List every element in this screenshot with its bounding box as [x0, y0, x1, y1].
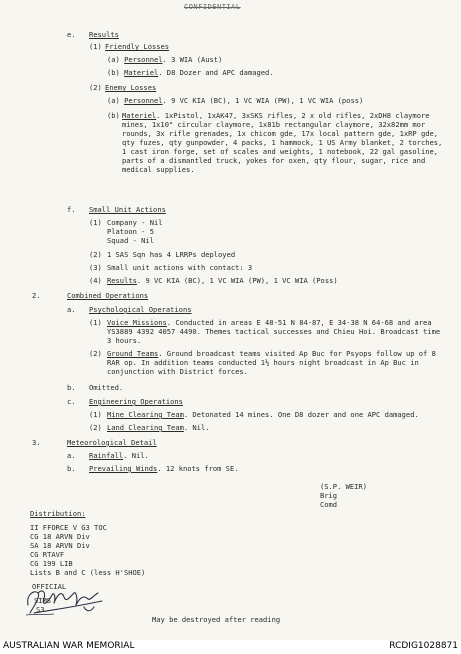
ground-teams-num: (2) — [89, 349, 102, 358]
sua-4-title: Results — [107, 276, 137, 285]
rainfall-title: Rainfall — [89, 451, 124, 460]
winds-letter: b. — [67, 464, 76, 473]
enemy-personnel-title: Personnel — [124, 96, 163, 105]
mine-clearing-text: . Detonated 14 mines. One D8 dozer and one APC damaged. — [183, 410, 419, 419]
sua-4-num: (4) — [89, 276, 102, 285]
enemy-materiel-letter: (b) — [107, 111, 120, 120]
footer-record-id: RCDIG1028871 — [389, 641, 458, 651]
ground-teams-title: Ground Teams — [107, 349, 159, 358]
sua-2-text: 1 SAS Sqn has 4 LRRPs deployed — [107, 250, 236, 259]
sua-company: Company - Nil — [107, 218, 163, 227]
combined-operations-heading: Combined Operations — [67, 291, 149, 300]
friendly-materiel-line — [107, 68, 274, 77]
enemy-losses-heading: Enemy Losses — [105, 83, 157, 92]
sua-2-num: (2) — [89, 250, 102, 259]
sua-3-text: Small unit actions with contact: 3 — [107, 263, 253, 272]
enemy-personnel-line — [107, 96, 363, 105]
distribution-heading: Distribution: — [30, 509, 86, 518]
official-appointment: S3 — [36, 605, 45, 614]
section-2-num: 2. — [32, 291, 41, 300]
mine-clearing-line — [107, 410, 419, 419]
enemy-personnel-text: . 9 VC KIA (BC), 1 VC WIA (PW), 1 VC WIA (poss) — [162, 96, 364, 105]
friendly-personnel-line — [107, 55, 222, 64]
winds-text: . 12 knots from SE. — [157, 464, 239, 473]
meteorological-heading: Meteorological Detail — [67, 438, 157, 447]
land-clearing-title: Land Clearing Team — [107, 423, 184, 432]
rainfall-text: . Nil. — [123, 451, 149, 460]
friendly-materiel-letter: (b) — [107, 68, 120, 77]
sua-squad: Squad - Nil — [107, 236, 154, 245]
enemy-materiel-text: . 1xPistol, 1xAK47, 3xSKS rifles, 2 x old rifles, 2xDH8 claymore mines, 1x10" circular claymore, 1x81b rectangular claymore, 32x82mm mor rounds, 3x rifle grenades, 1x chicom gde, 17x local pattern gde, 1xRP gde, qty fuzes, qty gunpowder, 4 packs, 1 hammock, 1 US Army blanket, 2 torches, 1 cast iron forge, set of scales and weights, 1 notebook, 22 gal gasoline, parts of a dismantled truck, yokes for oxen, qty flour, sugar, rice and medical supplies. — [122, 111, 443, 174]
signatory-name: (S.P. WEIR) — [320, 482, 367, 491]
land-clearing-num: (2) — [89, 423, 102, 432]
distribution-item: II FFORCE V G3 TOC — [30, 523, 107, 532]
distribution-item: SA 18 ARVN Div — [30, 541, 90, 550]
voice-missions-text: . Conducted in areas E 48-51 N 84-87, E 34-38 N 64-68 and area YS3889 4392 4057 4490. Themes tactical successes and Chieu Hoi. Broadcast time 3 hours. — [107, 318, 441, 345]
friendly-personnel-letter: (a) — [107, 55, 120, 64]
destroy-note: May be destroyed after reading — [152, 615, 281, 624]
friendly-personnel-title: Personnel — [124, 55, 163, 64]
e-letter: e. — [67, 30, 76, 39]
voice-missions-title: Voice Missions — [107, 318, 167, 327]
omitted-letter: b. — [67, 383, 76, 392]
friendly-materiel-text: . D8 Dozer and APC damaged. — [158, 68, 274, 77]
sua-4-line — [107, 276, 338, 285]
winds-line — [89, 464, 239, 473]
voice-missions-para — [107, 318, 447, 345]
friendly-materiel-title: Materiel — [124, 68, 159, 77]
engineering-heading: Engineering Operations — [89, 397, 183, 406]
enemy-personnel-letter: (a) — [107, 96, 120, 105]
official-label: OFFICIAL — [32, 582, 67, 591]
ground-teams-para — [107, 349, 447, 376]
friendly-losses-num: (1) — [89, 42, 102, 51]
omitted-text: Omitted. — [89, 383, 124, 392]
f-letter: f. — [67, 205, 76, 214]
engineering-letter: c. — [67, 397, 76, 406]
rainfall-line — [89, 451, 149, 460]
official-name: SIMS — [34, 596, 52, 605]
rainfall-letter: a. — [67, 451, 76, 460]
results-heading: Results — [89, 30, 119, 39]
enemy-materiel-para — [122, 111, 444, 174]
footer-institution: AUSTRALIAN WAR MEMORIAL — [3, 641, 135, 651]
enemy-losses-num: (2) — [89, 83, 102, 92]
land-clearing-line — [107, 423, 210, 432]
section-3-num: 3. — [32, 438, 41, 447]
sua-platoon: Platoon - 5 — [107, 227, 154, 236]
enemy-materiel-title: Materiel — [122, 111, 157, 120]
distribution-item: CG 18 ARVN Div — [30, 532, 90, 541]
winds-title: Prevailing Winds — [89, 464, 158, 473]
small-unit-actions-heading: Small Unit Actions — [89, 205, 166, 214]
sua-4-text: . 9 VC KIA (BC), 1 VC WIA (PW), 1 VC WIA (Poss) — [136, 276, 338, 285]
friendly-losses-heading: Friendly Losses — [105, 42, 170, 51]
sua-1-num: (1) — [89, 218, 102, 227]
mine-clearing-title: Mine Clearing Team — [107, 410, 184, 419]
land-clearing-text: . Nil. — [183, 423, 210, 432]
distribution-item: Lists B and C (less H'SHOE) — [30, 568, 146, 577]
distribution-item: CG 199 LIB — [30, 559, 73, 568]
archive-footer — [0, 640, 461, 654]
psyops-letter: a. — [67, 305, 76, 314]
sua-3-num: (3) — [89, 263, 102, 272]
psyops-heading: Psychological Operations — [89, 305, 192, 314]
voice-missions-num: (1) — [89, 318, 102, 327]
friendly-personnel-text: . 3 WIA (Aust) — [162, 55, 223, 64]
signatory-rank: Brig — [320, 491, 338, 500]
ground-teams-text: . Ground broadcast teams visited Ap Buc for Psyops follow up of 8 RAR op. In addition teams conducted 1½ hours night broadcast in Ap Buc in conjunction with District forces. — [107, 349, 436, 376]
signatory-appointment: Comd — [320, 500, 338, 509]
classification-header: CONFIDENTIAL — [184, 3, 241, 11]
distribution-item: CG RTAVF — [30, 550, 65, 559]
mine-clearing-num: (1) — [89, 410, 102, 419]
